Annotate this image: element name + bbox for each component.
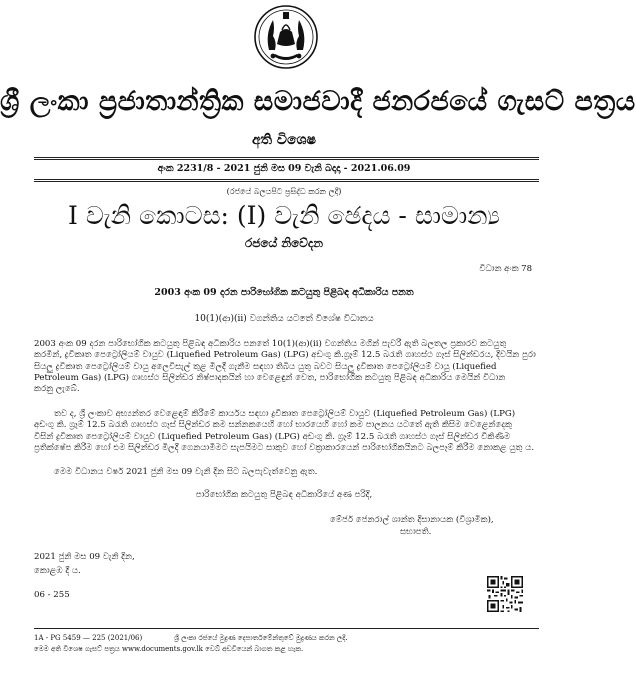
state-emblem-icon [253,4,319,70]
download-note: මෙම අති විශෙෂ ගැසට් පත්‍රය www.documents.gov.lk වෙබ් අඩවියෙන් බාගත කළ හැක. [34,644,304,653]
signatory-name: මේජර් ජෙනරාල් ශාන්ත දිසානායක (විශ්‍රාමික), [330,515,494,525]
reference-number: 06 - 255 [34,590,70,600]
header-rule-bottom [34,179,539,182]
signatory-block [330,514,494,538]
printer-note: ශ්‍රී ලංකා රජයේ මුද්‍රණ දෙපාර්තමේන්තුවේ මුද්‍රණය කරන ලදී. [174,634,348,642]
paragraph-1-line: කරනු ලැබේ. [34,384,80,395]
authority-line: (රජයේ බලයපිට ප්‍රසිද්ධ කරන ලදී) [226,187,342,196]
print-code: 1A - PG 5459 — 225 (2021/06) [34,634,143,642]
signatory-role: සභාපති. [400,527,432,537]
notification-type: රජයේ නිවේදන [245,236,323,250]
footer-rule [34,628,539,629]
paragraph-1-line: 2003 අංක 09 දරන පාරිභෝගික කටයුතු පිළිබඳ අධිකාරිය පනතේ 10(1)(ආ)(ii) වගන්තිය මගින් පැවරී ඇති බලතල ප්‍රකාරව කටයුතු [34,339,507,349]
paragraph-2-line: අඩංගු කි. ග්‍රෑම් 12.5 බරැති ගෘහස්ථ ගෑස් සිලින්ඩර කම සන්නකයෙහි හෝ භාරයෙහි හෝ කම පාලනය යටතේ ඇති කිසිම වෙළෙන්දෙකු [34,420,513,431]
paragraph-3 [34,467,539,478]
regulation-number: විධාන අංක 78 [479,264,532,274]
paragraph-2-line: ප්‍රතික්ෂේප කිරීම හෝ එම සිලින්ඩර මිලදී ගෙනයාමීමට සැපයිමට සාකුව හෝ වක්‍රාකාරයෙන් පාරිභෝගිකයිනට බලපෑම් කිරීම නොකළ යුතු ය. [34,442,535,453]
paragraph-1 [34,339,539,395]
issue-line: අංක 2231/8 - 2021 ජුනි මස 09 වැනි බදාදා - 2021.06.09 [157,163,411,174]
paragraph-2 [34,409,539,454]
act-title: 2003 අංක 09 දරන පාරිභෝගික කටයුතු පිළිබඳ අධිකාරිය පනත [154,287,414,298]
order-line: පාරිභෝගික කටයුතු පිළිබඳ අධිකාරියේ අණ පරිදි, [195,490,373,500]
paragraph-2-line: තව ද, ශ්‍රී ලංකාව අභ්‍යන්තර වෙළෙඳාම් කිරීමේ කාර්යය සඳහා ද්‍රවීකෘත පෙට්‍රෝලියම් වායුව (Liquefied Petroleum Gas) (LPG) [54,409,516,419]
place-line: කොළඹ දී ය. [34,566,81,576]
header-rule-top [34,157,539,160]
qr-code-icon [487,576,523,612]
paragraph-1-line: Petroleum Gas) (LPG) ගෘහස්ථ සිලින්ඩර නිෂ්පාදකයින් හා වෙළෙඳුන් වෙත, පාරිභෝගික කටයුතු පිළිබඳ අධිකාරිය මෙයින් විධාන [34,372,506,383]
part-title: I වැනි කොටස: (I) වැනි ඡෙදය - සාමාන්‍ය [68,201,500,230]
paragraph-1-line: කරමින්, ද්‍රවීකෘත පෙට්‍රෝලියම් වායුව (Liquefied Petroleum Gas) (LPG) අඩංගු කි.ග්‍රෑම් 12.5 බරැති ගෘහස්ථ ගෑස් සිලින්ඩරය, දිවයින පුරා [34,350,536,361]
date-line: 2021 ජුනි මස 09 වැනි දින, [34,552,135,562]
gazette-title: ශ්‍රී ලංකා ප්‍රජාතාන්ත්‍රික සමාජවාදී ජනරජයේ ගැසට් පත්‍රය [0,86,636,117]
paragraph-3-line: මෙම විධානය වර්ෂ 2021 ජුනි මස 09 වැනි දින සිට බලපැවැත්වෙනු ඇත. [54,467,318,477]
date-place-block [34,550,135,578]
section-title: 10(1)(ආ)(ii) වගන්තිය යටතේ විශේෂ විධානය [194,314,374,324]
extraordinary-label: අති විශෙෂ [252,132,316,148]
footer [34,633,348,654]
paragraph-2-line: විසින් ද්‍රවීකෘත පෙට්‍රෝලියම් වායුව (Liquefied Petroleum Gas) (LPG) අඩංගු කි. ග්‍රෑම් 12.5 බරැති ගෘහස්ථ ගෑස් සිලින්ඩර විකිණීම [34,431,511,442]
paragraph-1-line: සියලු ද්‍රවීකෘත පෙට්‍රෝලියම් වායු අලෙවිසැල් තුළ මිලදී ගැනීම සඳහා තිබිය යුතු බවට සියලු ද්‍රවීකෘත පෙට්‍රෝලියම් වායු (Liquefied [34,361,497,372]
